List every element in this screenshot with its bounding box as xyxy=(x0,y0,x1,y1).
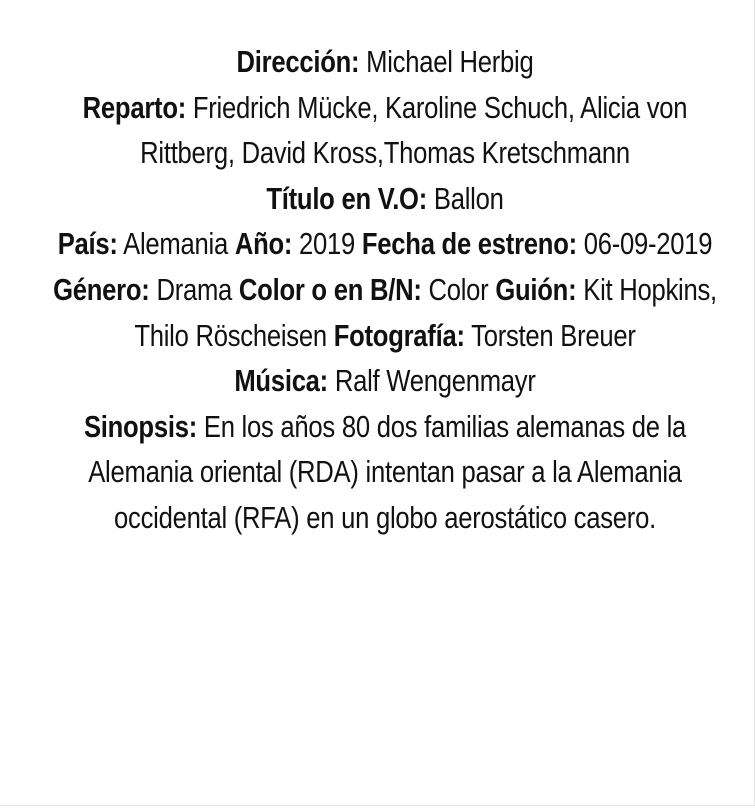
reparto-row xyxy=(45,86,725,177)
musica-label: Música: xyxy=(234,364,328,399)
titulo-vo-label: Título en V.O: xyxy=(266,181,428,216)
sinopsis-row xyxy=(45,405,725,542)
reparto-value: Friedrich Mücke, Karoline Schuch, Alicia von Rittberg, David Kross,Thomas Kretschmann xyxy=(140,90,688,171)
details-row xyxy=(45,222,725,359)
color-label: Color o en B/N: xyxy=(238,272,422,307)
reparto-label: Reparto: xyxy=(82,90,186,125)
color-value: Color xyxy=(428,272,489,307)
pais-label: País: xyxy=(57,227,118,262)
anio-label: Año: xyxy=(234,227,293,262)
fotografia-value: Torsten Breuer xyxy=(471,318,636,353)
direccion-value: Michael Herbig xyxy=(366,45,534,79)
anio-value: 2019 xyxy=(299,227,356,262)
titulo-vo-value: Ballon xyxy=(433,181,504,216)
guion-label: Guión: xyxy=(495,272,577,307)
sinopsis-value: En los años 80 dos familias alemanas de la Alemania oriental (RDA) intentan pasar a la Alemania occidental (RFA) en un globo aerostático casero. xyxy=(88,409,687,535)
musica-row xyxy=(45,359,725,405)
fotografia-label: Fotografía: xyxy=(333,318,465,353)
direccion-label: Dirección: xyxy=(236,45,360,79)
guion-value: Kit Hopkins, Thilo Röscheisen xyxy=(134,272,717,353)
musica-value: Ralf Wengenmayr xyxy=(334,364,536,399)
sinopsis-label: Sinopsis: xyxy=(83,409,197,444)
film-info-card xyxy=(45,40,725,542)
genero-value: Drama xyxy=(156,272,233,307)
direccion-row xyxy=(45,40,725,86)
genero-label: Género: xyxy=(53,272,150,307)
fecha-estreno-label: Fecha de estreno: xyxy=(361,227,577,262)
fecha-estreno-value: 06-09-2019 xyxy=(583,227,713,262)
titulo-vo-row xyxy=(45,177,725,223)
pais-value: Alemania xyxy=(123,227,228,262)
